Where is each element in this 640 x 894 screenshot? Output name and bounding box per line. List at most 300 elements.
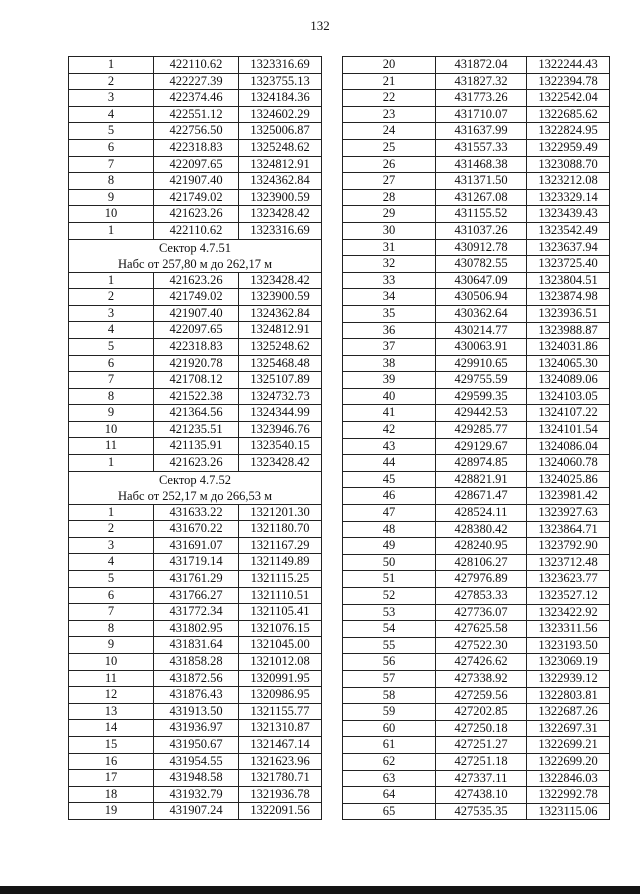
y-coordinate-cell: 1321780.71 xyxy=(239,770,322,787)
x-coordinate-cell: 431954.55 xyxy=(154,753,239,770)
table-row xyxy=(343,737,610,754)
table-row xyxy=(343,471,610,488)
table-row xyxy=(343,339,610,356)
table-row xyxy=(69,322,322,339)
point-number-cell: 32 xyxy=(343,256,436,273)
y-coordinate-cell: 1321105.41 xyxy=(239,604,322,621)
x-coordinate-cell: 431761.29 xyxy=(154,571,239,588)
point-number-cell: 1 xyxy=(69,57,154,74)
y-coordinate-cell: 1323329.14 xyxy=(527,189,610,206)
x-coordinate-cell: 428524.11 xyxy=(436,505,527,522)
point-number-cell: 25 xyxy=(343,139,436,156)
x-coordinate-cell: 428974.85 xyxy=(436,455,527,472)
point-number-cell: 1 xyxy=(69,504,154,521)
y-coordinate-cell: 1325248.62 xyxy=(239,338,322,355)
x-coordinate-cell: 431802.95 xyxy=(154,620,239,637)
x-coordinate-cell: 428240.95 xyxy=(436,538,527,555)
point-number-cell: 3 xyxy=(69,90,154,107)
y-coordinate-cell: 1325006.87 xyxy=(239,123,322,140)
point-number-cell: 21 xyxy=(343,73,436,90)
table-row xyxy=(69,604,322,621)
table-row xyxy=(69,372,322,389)
point-number-cell: 4 xyxy=(69,106,154,123)
point-number-cell: 24 xyxy=(343,123,436,140)
table-row xyxy=(69,189,322,206)
y-coordinate-cell: 1323712.48 xyxy=(527,554,610,571)
sector-title: Сектор 4.7.51 xyxy=(158,240,232,255)
x-coordinate-cell: 429129.67 xyxy=(436,438,527,455)
point-number-cell: 55 xyxy=(343,637,436,654)
x-coordinate-cell: 428380.42 xyxy=(436,521,527,538)
y-coordinate-cell: 1323311.56 xyxy=(527,621,610,638)
y-coordinate-cell: 1323637.94 xyxy=(527,239,610,256)
sector-header-cell xyxy=(69,471,322,504)
y-coordinate-cell: 1321045.00 xyxy=(239,637,322,654)
y-coordinate-cell: 1322697.31 xyxy=(527,720,610,737)
table-row xyxy=(69,123,322,140)
point-number-cell: 19 xyxy=(69,803,154,820)
y-coordinate-cell: 1323946.76 xyxy=(239,421,322,438)
point-number-cell: 8 xyxy=(69,388,154,405)
point-number-cell: 3 xyxy=(69,537,154,554)
table-row xyxy=(343,521,610,538)
x-coordinate-cell: 429285.77 xyxy=(436,422,527,439)
point-number-cell: 16 xyxy=(69,753,154,770)
x-coordinate-cell: 431037.26 xyxy=(436,222,527,239)
x-coordinate-cell: 431948.58 xyxy=(154,770,239,787)
point-number-cell: 45 xyxy=(343,471,436,488)
table-row xyxy=(69,753,322,770)
table-row xyxy=(343,139,610,156)
table-row xyxy=(343,73,610,90)
point-number-cell: 23 xyxy=(343,106,436,123)
x-coordinate-cell: 421749.02 xyxy=(154,189,239,206)
y-coordinate-cell: 1323439.43 xyxy=(527,206,610,223)
table-row xyxy=(69,736,322,753)
x-coordinate-cell: 427625.58 xyxy=(436,621,527,638)
point-number-cell: 17 xyxy=(69,770,154,787)
point-number-cell: 46 xyxy=(343,488,436,505)
x-coordinate-cell: 431766.27 xyxy=(154,587,239,604)
sector-header-cell xyxy=(69,239,322,272)
point-number-cell: 30 xyxy=(343,222,436,239)
scan-bottom-edge xyxy=(0,886,640,894)
x-coordinate-cell: 427438.10 xyxy=(436,787,527,804)
table-row xyxy=(69,803,322,820)
y-coordinate-cell: 1324812.91 xyxy=(239,156,322,173)
x-coordinate-cell: 421920.78 xyxy=(154,355,239,372)
x-coordinate-cell: 427736.07 xyxy=(436,604,527,621)
y-coordinate-cell: 1324107.22 xyxy=(527,405,610,422)
x-coordinate-cell: 430506.94 xyxy=(436,289,527,306)
y-coordinate-cell: 1323874.98 xyxy=(527,289,610,306)
table-row xyxy=(343,770,610,787)
y-coordinate-cell: 1324086.04 xyxy=(527,438,610,455)
y-coordinate-cell: 1324362.84 xyxy=(239,173,322,190)
y-coordinate-cell: 1321623.96 xyxy=(239,753,322,770)
point-number-cell: 36 xyxy=(343,322,436,339)
y-coordinate-cell: 1321155.77 xyxy=(239,703,322,720)
x-coordinate-cell: 422097.65 xyxy=(154,322,239,339)
x-coordinate-cell: 422097.65 xyxy=(154,156,239,173)
point-number-cell: 3 xyxy=(69,305,154,322)
x-coordinate-cell: 422374.46 xyxy=(154,90,239,107)
page-number: 132 xyxy=(310,18,330,33)
sector-title: Сектор 4.7.52 xyxy=(158,472,232,487)
x-coordinate-cell: 422756.50 xyxy=(154,123,239,140)
y-coordinate-cell: 1322699.21 xyxy=(527,737,610,754)
table-row xyxy=(343,787,610,804)
point-number-cell: 63 xyxy=(343,770,436,787)
x-coordinate-cell: 431932.79 xyxy=(154,786,239,803)
point-number-cell: 42 xyxy=(343,422,436,439)
table-row xyxy=(343,239,610,256)
y-coordinate-cell: 1323069.19 xyxy=(527,654,610,671)
x-coordinate-cell: 431267.08 xyxy=(436,189,527,206)
table-row xyxy=(69,670,322,687)
y-coordinate-cell: 1321310.87 xyxy=(239,720,322,737)
y-coordinate-cell: 1321012.08 xyxy=(239,654,322,671)
point-number-cell: 10 xyxy=(69,421,154,438)
table-row xyxy=(343,422,610,439)
x-coordinate-cell: 431155.52 xyxy=(436,206,527,223)
x-coordinate-cell: 421522.38 xyxy=(154,388,239,405)
y-coordinate-cell: 1324103.05 xyxy=(527,388,610,405)
table-row xyxy=(343,206,610,223)
point-number-cell: 59 xyxy=(343,704,436,721)
point-number-cell: 6 xyxy=(69,355,154,372)
y-coordinate-cell: 1323115.06 xyxy=(527,803,610,820)
x-coordinate-cell: 430782.55 xyxy=(436,256,527,273)
sector-header-row xyxy=(69,239,322,272)
x-coordinate-cell: 428671.47 xyxy=(436,488,527,505)
x-coordinate-cell: 421749.02 xyxy=(154,289,239,306)
x-coordinate-cell: 427250.18 xyxy=(436,720,527,737)
y-coordinate-cell: 1322244.43 xyxy=(527,57,610,74)
x-coordinate-cell: 431468.38 xyxy=(436,156,527,173)
x-coordinate-cell: 421623.26 xyxy=(154,272,239,289)
table-row xyxy=(343,156,610,173)
point-number-cell: 8 xyxy=(69,173,154,190)
point-number-cell: 43 xyxy=(343,438,436,455)
x-coordinate-cell: 431936.97 xyxy=(154,720,239,737)
x-coordinate-cell: 431710.07 xyxy=(436,106,527,123)
right-table-body xyxy=(343,57,610,820)
x-coordinate-cell: 428821.91 xyxy=(436,471,527,488)
table-row xyxy=(69,654,322,671)
x-coordinate-cell: 421907.40 xyxy=(154,305,239,322)
table-row xyxy=(343,720,610,737)
x-coordinate-cell: 427426.62 xyxy=(436,654,527,671)
y-coordinate-cell: 1325248.62 xyxy=(239,139,322,156)
y-coordinate-cell: 1324184.36 xyxy=(239,90,322,107)
point-number-cell: 37 xyxy=(343,339,436,356)
point-number-cell: 2 xyxy=(69,289,154,306)
x-coordinate-cell: 427251.18 xyxy=(436,753,527,770)
x-coordinate-cell: 431633.22 xyxy=(154,504,239,521)
table-row xyxy=(69,554,322,571)
point-number-cell: 9 xyxy=(69,637,154,654)
point-number-cell: 15 xyxy=(69,736,154,753)
x-coordinate-cell: 422110.62 xyxy=(154,222,239,239)
y-coordinate-cell: 1322685.62 xyxy=(527,106,610,123)
table-row xyxy=(343,704,610,721)
x-coordinate-cell: 421235.51 xyxy=(154,421,239,438)
x-coordinate-cell: 431371.50 xyxy=(436,173,527,190)
y-coordinate-cell: 1321110.51 xyxy=(239,587,322,604)
table-row xyxy=(69,421,322,438)
y-coordinate-cell: 1322394.78 xyxy=(527,73,610,90)
point-number-cell: 9 xyxy=(69,189,154,206)
point-number-cell: 4 xyxy=(69,322,154,339)
x-coordinate-cell: 429910.65 xyxy=(436,355,527,372)
left-coordinates-table xyxy=(68,56,322,820)
point-number-cell: 18 xyxy=(69,786,154,803)
y-coordinate-cell: 1323755.13 xyxy=(239,73,322,90)
x-coordinate-cell: 431872.56 xyxy=(154,670,239,687)
point-number-cell: 10 xyxy=(69,654,154,671)
y-coordinate-cell: 1322699.20 xyxy=(527,753,610,770)
x-coordinate-cell: 422318.83 xyxy=(154,139,239,156)
table-row xyxy=(343,372,610,389)
table-row xyxy=(343,322,610,339)
y-coordinate-cell: 1323936.51 xyxy=(527,305,610,322)
y-coordinate-cell: 1324362.84 xyxy=(239,305,322,322)
point-number-cell: 10 xyxy=(69,206,154,223)
x-coordinate-cell: 427259.56 xyxy=(436,687,527,704)
point-number-cell: 12 xyxy=(69,687,154,704)
y-coordinate-cell: 1325107.89 xyxy=(239,372,322,389)
point-number-cell: 28 xyxy=(343,189,436,206)
point-number-cell: 1 xyxy=(69,455,154,472)
table-row xyxy=(69,687,322,704)
x-coordinate-cell: 430912.78 xyxy=(436,239,527,256)
y-coordinate-cell: 1320986.95 xyxy=(239,687,322,704)
table-row xyxy=(69,786,322,803)
x-coordinate-cell: 421364.56 xyxy=(154,405,239,422)
table-row xyxy=(69,770,322,787)
point-number-cell: 60 xyxy=(343,720,436,737)
point-number-cell: 20 xyxy=(343,57,436,74)
table-row xyxy=(69,405,322,422)
y-coordinate-cell: 1322846.03 xyxy=(527,770,610,787)
table-row xyxy=(69,338,322,355)
y-coordinate-cell: 1323927.63 xyxy=(527,505,610,522)
y-coordinate-cell: 1323623.77 xyxy=(527,571,610,588)
x-coordinate-cell: 430214.77 xyxy=(436,322,527,339)
point-number-cell: 54 xyxy=(343,621,436,638)
y-coordinate-cell: 1325468.48 xyxy=(239,355,322,372)
point-number-cell: 5 xyxy=(69,123,154,140)
table-row xyxy=(69,720,322,737)
table-row xyxy=(69,305,322,322)
table-row xyxy=(343,654,610,671)
y-coordinate-cell: 1324602.29 xyxy=(239,106,322,123)
table-row xyxy=(69,438,322,455)
table-row xyxy=(343,256,610,273)
y-coordinate-cell: 1324031.86 xyxy=(527,339,610,356)
y-coordinate-cell: 1323540.15 xyxy=(239,438,322,455)
point-number-cell: 40 xyxy=(343,388,436,405)
table-row xyxy=(69,90,322,107)
y-coordinate-cell: 1324065.30 xyxy=(527,355,610,372)
table-row xyxy=(69,272,322,289)
point-number-cell: 50 xyxy=(343,554,436,571)
point-number-cell: 22 xyxy=(343,90,436,107)
table-row xyxy=(343,222,610,239)
x-coordinate-cell: 429442.53 xyxy=(436,405,527,422)
y-coordinate-cell: 1321180.70 xyxy=(239,521,322,538)
y-coordinate-cell: 1323088.70 xyxy=(527,156,610,173)
point-number-cell: 57 xyxy=(343,670,436,687)
x-coordinate-cell: 431913.50 xyxy=(154,703,239,720)
y-coordinate-cell: 1323422.92 xyxy=(527,604,610,621)
table-row xyxy=(69,222,322,239)
y-coordinate-cell: 1323193.50 xyxy=(527,637,610,654)
x-coordinate-cell: 430362.64 xyxy=(436,305,527,322)
x-coordinate-cell: 431557.33 xyxy=(436,139,527,156)
sector-depth-range: Набс от 257,80 м до 262,17 м xyxy=(118,256,272,271)
table-row xyxy=(343,687,610,704)
table-row xyxy=(343,388,610,405)
y-coordinate-cell: 1324812.91 xyxy=(239,322,322,339)
table-row xyxy=(343,57,610,74)
x-coordinate-cell: 427522.30 xyxy=(436,637,527,654)
table-row xyxy=(69,455,322,472)
sector-depth-range: Набс от 252,17 м до 266,53 м xyxy=(118,488,272,503)
x-coordinate-cell: 431772.34 xyxy=(154,604,239,621)
x-coordinate-cell: 431907.24 xyxy=(154,803,239,820)
x-coordinate-cell: 431773.26 xyxy=(436,90,527,107)
table-row xyxy=(69,637,322,654)
y-coordinate-cell: 1323900.59 xyxy=(239,289,322,306)
table-row xyxy=(343,90,610,107)
left-coordinates-column xyxy=(68,56,322,820)
x-coordinate-cell: 429755.59 xyxy=(436,372,527,389)
table-row xyxy=(343,488,610,505)
x-coordinate-cell: 431670.22 xyxy=(154,521,239,538)
table-row xyxy=(69,571,322,588)
y-coordinate-cell: 1320991.95 xyxy=(239,670,322,687)
x-coordinate-cell: 431876.43 xyxy=(154,687,239,704)
table-row xyxy=(343,189,610,206)
table-row xyxy=(69,106,322,123)
table-row xyxy=(343,571,610,588)
sector-header-row xyxy=(69,471,322,504)
point-number-cell: 33 xyxy=(343,272,436,289)
y-coordinate-cell: 1321167.29 xyxy=(239,537,322,554)
y-coordinate-cell: 1322687.26 xyxy=(527,704,610,721)
table-row xyxy=(343,106,610,123)
x-coordinate-cell: 430063.91 xyxy=(436,339,527,356)
y-coordinate-cell: 1321201.30 xyxy=(239,504,322,521)
table-row xyxy=(69,537,322,554)
x-coordinate-cell: 431831.64 xyxy=(154,637,239,654)
point-number-cell: 7 xyxy=(69,604,154,621)
table-row xyxy=(343,272,610,289)
y-coordinate-cell: 1323212.08 xyxy=(527,173,610,190)
point-number-cell: 26 xyxy=(343,156,436,173)
right-coordinates-column xyxy=(342,56,610,820)
y-coordinate-cell: 1323792.90 xyxy=(527,538,610,555)
table-row xyxy=(69,703,322,720)
y-coordinate-cell: 1323316.69 xyxy=(239,222,322,239)
table-row xyxy=(69,355,322,372)
point-number-cell: 58 xyxy=(343,687,436,704)
point-number-cell: 44 xyxy=(343,455,436,472)
x-coordinate-cell: 427337.11 xyxy=(436,770,527,787)
table-row xyxy=(343,554,610,571)
point-number-cell: 29 xyxy=(343,206,436,223)
x-coordinate-cell: 422551.12 xyxy=(154,106,239,123)
table-row xyxy=(343,305,610,322)
table-row xyxy=(69,504,322,521)
x-coordinate-cell: 431950.67 xyxy=(154,736,239,753)
table-row xyxy=(69,289,322,306)
table-row xyxy=(69,57,322,74)
table-row xyxy=(69,521,322,538)
x-coordinate-cell: 427853.33 xyxy=(436,588,527,605)
point-number-cell: 35 xyxy=(343,305,436,322)
point-number-cell: 56 xyxy=(343,654,436,671)
y-coordinate-cell: 1322803.81 xyxy=(527,687,610,704)
point-number-cell: 39 xyxy=(343,372,436,389)
y-coordinate-cell: 1324344.99 xyxy=(239,405,322,422)
x-coordinate-cell: 427251.27 xyxy=(436,737,527,754)
y-coordinate-cell: 1323428.42 xyxy=(239,455,322,472)
y-coordinate-cell: 1322824.95 xyxy=(527,123,610,140)
table-row xyxy=(343,637,610,654)
y-coordinate-cell: 1323988.87 xyxy=(527,322,610,339)
table-row xyxy=(343,670,610,687)
y-coordinate-cell: 1323527.12 xyxy=(527,588,610,605)
y-coordinate-cell: 1323428.42 xyxy=(239,272,322,289)
point-number-cell: 49 xyxy=(343,538,436,555)
table-row xyxy=(343,621,610,638)
table-row xyxy=(69,139,322,156)
point-number-cell: 6 xyxy=(69,139,154,156)
point-number-cell: 5 xyxy=(69,571,154,588)
table-row xyxy=(343,803,610,820)
table-row xyxy=(343,355,610,372)
table-row xyxy=(343,123,610,140)
y-coordinate-cell: 1322542.04 xyxy=(527,90,610,107)
point-number-cell: 38 xyxy=(343,355,436,372)
x-coordinate-cell: 427202.85 xyxy=(436,704,527,721)
y-coordinate-cell: 1322091.56 xyxy=(239,803,322,820)
table-row xyxy=(343,505,610,522)
point-number-cell: 9 xyxy=(69,405,154,422)
y-coordinate-cell: 1321936.78 xyxy=(239,786,322,803)
y-coordinate-cell: 1323981.42 xyxy=(527,488,610,505)
y-coordinate-cell: 1322939.12 xyxy=(527,670,610,687)
x-coordinate-cell: 428106.27 xyxy=(436,554,527,571)
x-coordinate-cell: 422318.83 xyxy=(154,338,239,355)
table-row xyxy=(69,156,322,173)
y-coordinate-cell: 1322959.49 xyxy=(527,139,610,156)
point-number-cell: 52 xyxy=(343,588,436,605)
table-row xyxy=(69,620,322,637)
y-coordinate-cell: 1322992.78 xyxy=(527,787,610,804)
x-coordinate-cell: 422110.62 xyxy=(154,57,239,74)
y-coordinate-cell: 1323900.59 xyxy=(239,189,322,206)
point-number-cell: 14 xyxy=(69,720,154,737)
point-number-cell: 8 xyxy=(69,620,154,637)
point-number-cell: 11 xyxy=(69,438,154,455)
point-number-cell: 11 xyxy=(69,670,154,687)
y-coordinate-cell: 1323542.49 xyxy=(527,222,610,239)
point-number-cell: 34 xyxy=(343,289,436,306)
